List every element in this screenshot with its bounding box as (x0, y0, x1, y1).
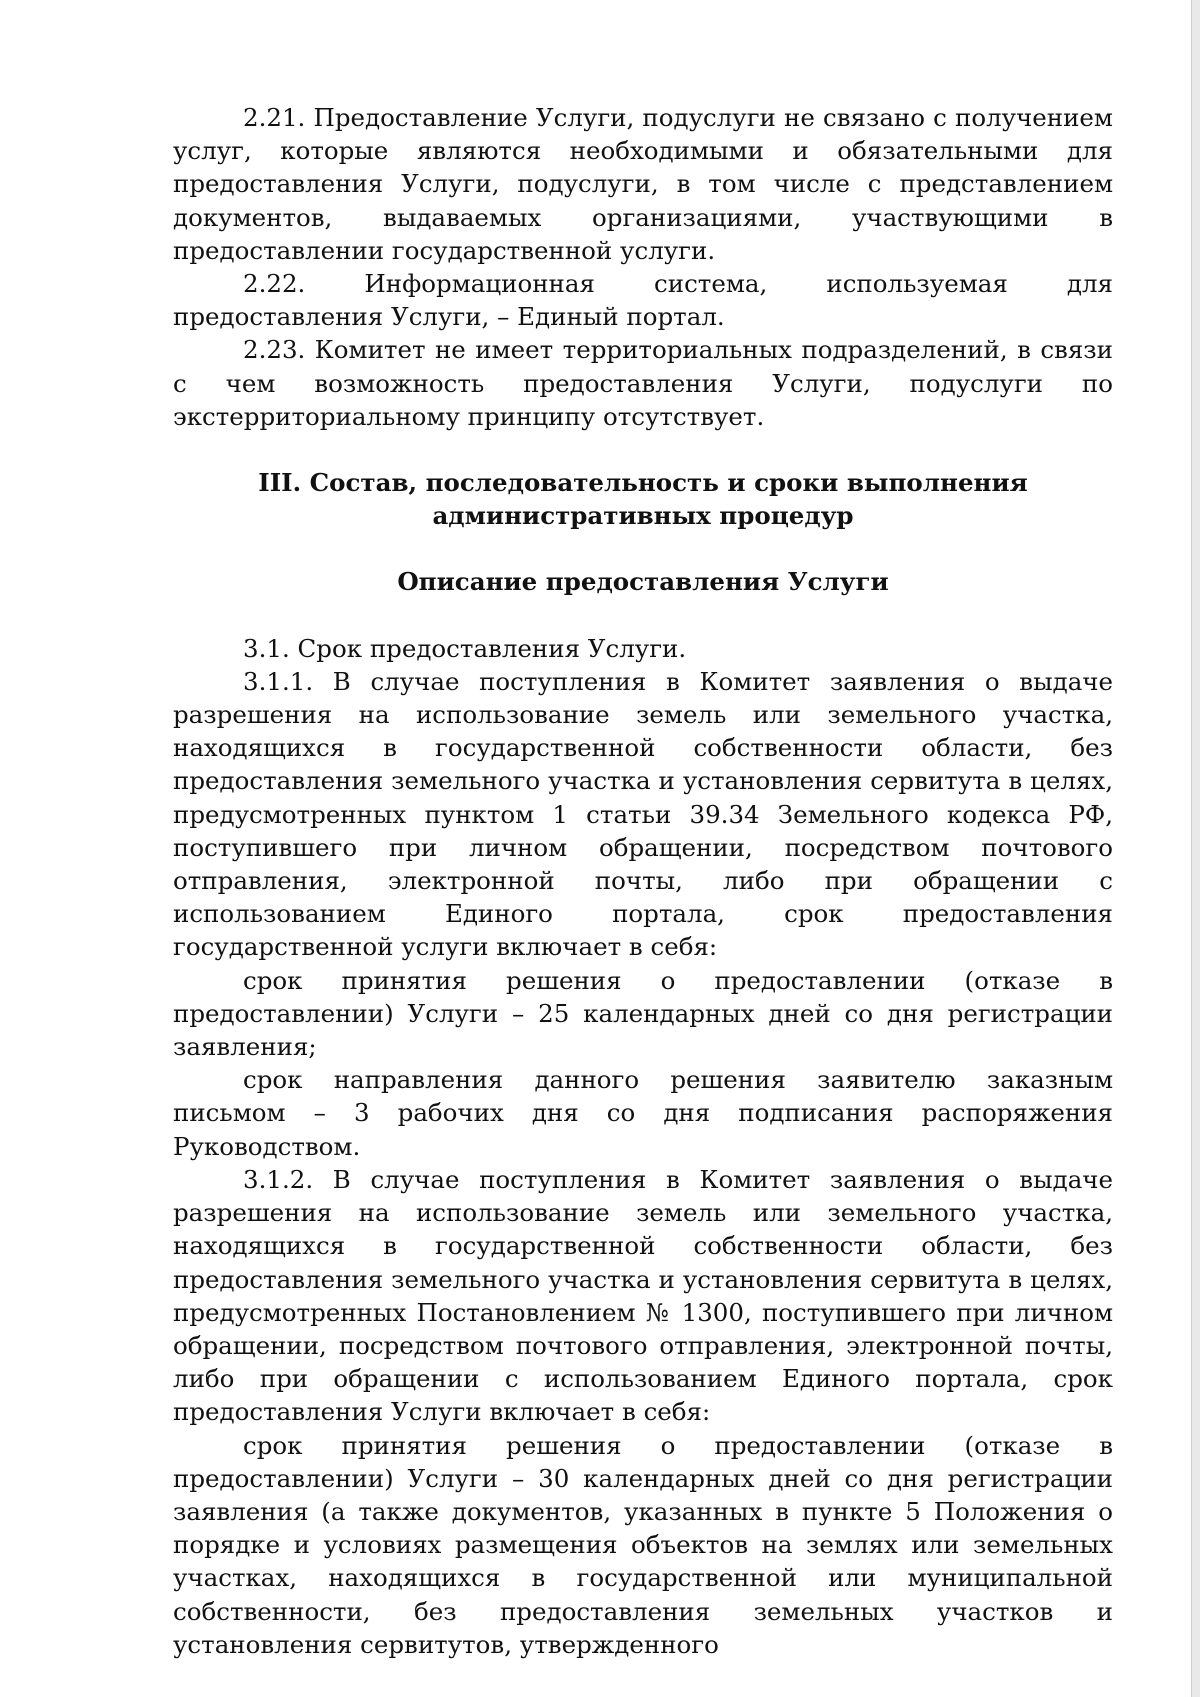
section-heading-line-1: III. Состав, последовательность и сроки выполнения (258, 468, 1028, 498)
paragraph-2-22: 2.22. Информационная система, используемая для предоставления Услуги, – Единый портал. (173, 269, 1113, 332)
paragraph-2-23: 2.23. Комитет не имеет территориальных подразделений, в связи с чем возможность предоставления Услуги, подуслуги по экстерриториальному принципу отсутствует. (173, 335, 1113, 431)
paragraph-term-decision-1: срок принятия решения о предоставлении (отказе в предоставлении) Услуги – 25 календарных дней со дня регистрации заявления; (173, 965, 1113, 1062)
document-body (173, 101, 1113, 1661)
paragraph-2-21: 2.21. Предоставление Услуги, подуслуги не связано с получением услуг, которые являются необходимыми и обязательными для предоставления Услуги, подуслуги, в том числе с представлением документов, выдаваемых организациями, участвующими в предоставлении государственной услуги. (173, 103, 1113, 265)
paragraph-term-send: срок направления данного решения заявителю заказным письмом – 3 рабочих дня со дня подписания распоряжения Руководством. (173, 1065, 1113, 1161)
sub-heading: Описание предоставления Услуги (397, 567, 889, 597)
paragraph-3-1: 3.1. Срок предоставления Услуги. (243, 633, 687, 663)
section-heading (173, 466, 1113, 532)
paragraph-term-decision-2: срок принятия решения о предоставлении (отказе в предоставлении) Услуги – 30 календарных дней со дня регистрации заявления (а также документов, указанных в пункте 5 Положения о порядке и условиях размещения объектов на землях или земельных участках, находящихся в государственной или муниципальной собственности, без предоставления земельных участков и установления сервитутов, утвержденного (173, 1430, 1113, 1659)
page-right-edge (1191, 0, 1200, 1697)
section-heading-line-2: административных процедур (432, 501, 854, 531)
paragraph-3-1-2: 3.1.2. В случае поступления в Комитет заявления о выдаче разрешения на использование земель или земельного участка, находящихся в государственной собственности области, без предоставления земельного участка и установления сервитута в целях, предусмотренных Постановлением № 1300, поступившего при личном обращении, посредством почтового отправления, электронной почты, либо при обращении с использованием Единого портала, срок предоставления Услуги включает в себя: (173, 1164, 1113, 1427)
paragraph-3-1-1: 3.1.1. В случае поступления в Комитет заявления о выдаче разрешения на использование земель или земельного участка, находящихся в государственной собственности области, без предоставления земельного участка и установления сервитута в целях, предусмотренных пунктом 1 статьи 39.34 Земельного кодекса РФ, поступившего при личном обращении, посредством почтового отправления, электронной почты, либо при обращении с использованием Единого портала, срок предоставления государственной услуги включает в себя: (173, 666, 1113, 962)
